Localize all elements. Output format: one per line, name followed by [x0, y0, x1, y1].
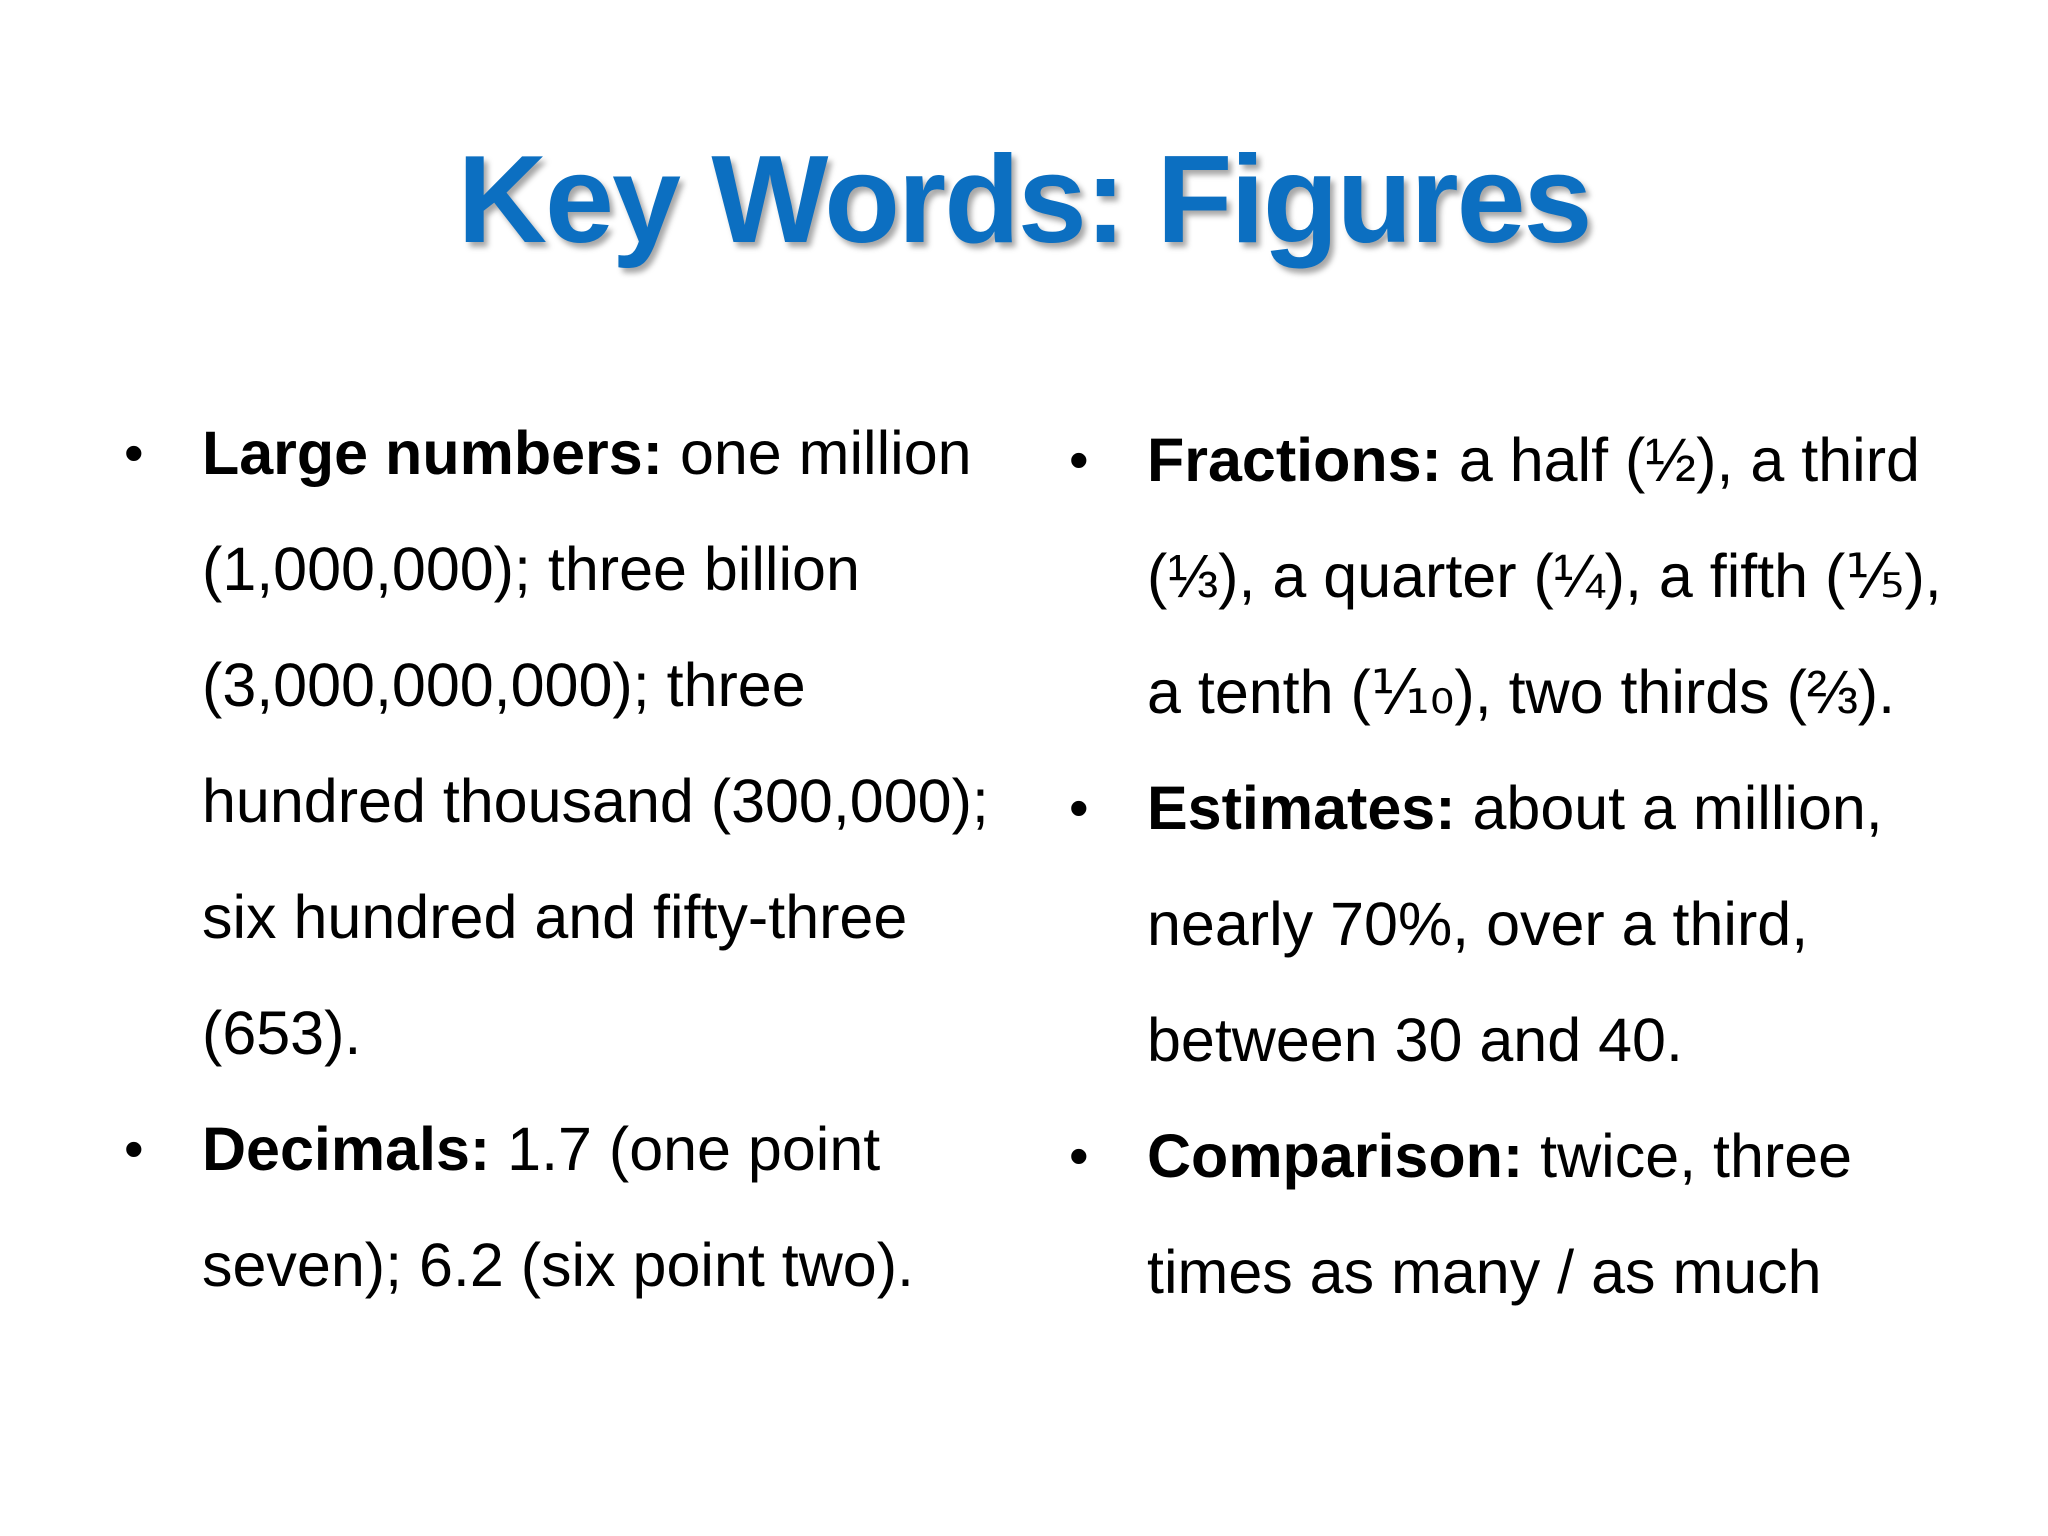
bullet-term: Estimates:: [1147, 774, 1456, 842]
left-bullet-list: [118, 395, 998, 1323]
bullet-term: Comparison:: [1147, 1122, 1524, 1190]
bullet-text: one million (1,000,000); three billion (3,000,000,000); three hundred thousand (300,000); six hundred and fifty-three (653).: [202, 419, 989, 1067]
bullet-term: Large numbers:: [202, 419, 663, 487]
bullet-icon: •: [124, 421, 144, 484]
bullet-item-decimals: [118, 1091, 998, 1323]
right-bullet-list: [1063, 402, 1963, 1330]
bullet-item-large-numbers: [118, 395, 998, 1091]
bullet-text: twice, three times as many / as much: [1147, 1122, 1853, 1306]
bullet-icon: •: [1069, 1124, 1089, 1187]
bullet-text: a half (½), a third (⅓), a quarter (¼), a fifth (⅕), a tenth (⅒), two thirds (⅔).: [1147, 426, 1942, 726]
bullet-icon: •: [1069, 428, 1089, 491]
bullet-item-estimates: [1063, 750, 1963, 1098]
bullet-icon: •: [1069, 776, 1089, 839]
bullet-text: about a million, nearly 70%, over a third, between 30 and 40.: [1147, 774, 1883, 1074]
bullet-item-comparison: [1063, 1098, 1963, 1330]
bullet-icon: •: [124, 1117, 144, 1180]
bullet-text: 1.7 (one point seven); 6.2 (six point two).: [202, 1115, 914, 1299]
left-column: [118, 395, 998, 1323]
slide-title: Key Words: Figures: [457, 131, 1591, 269]
bullet-term: Decimals:: [202, 1115, 491, 1183]
bullet-term: Fractions:: [1147, 426, 1442, 494]
bullet-item-fractions: [1063, 402, 1963, 750]
right-column: [1063, 402, 1963, 1330]
